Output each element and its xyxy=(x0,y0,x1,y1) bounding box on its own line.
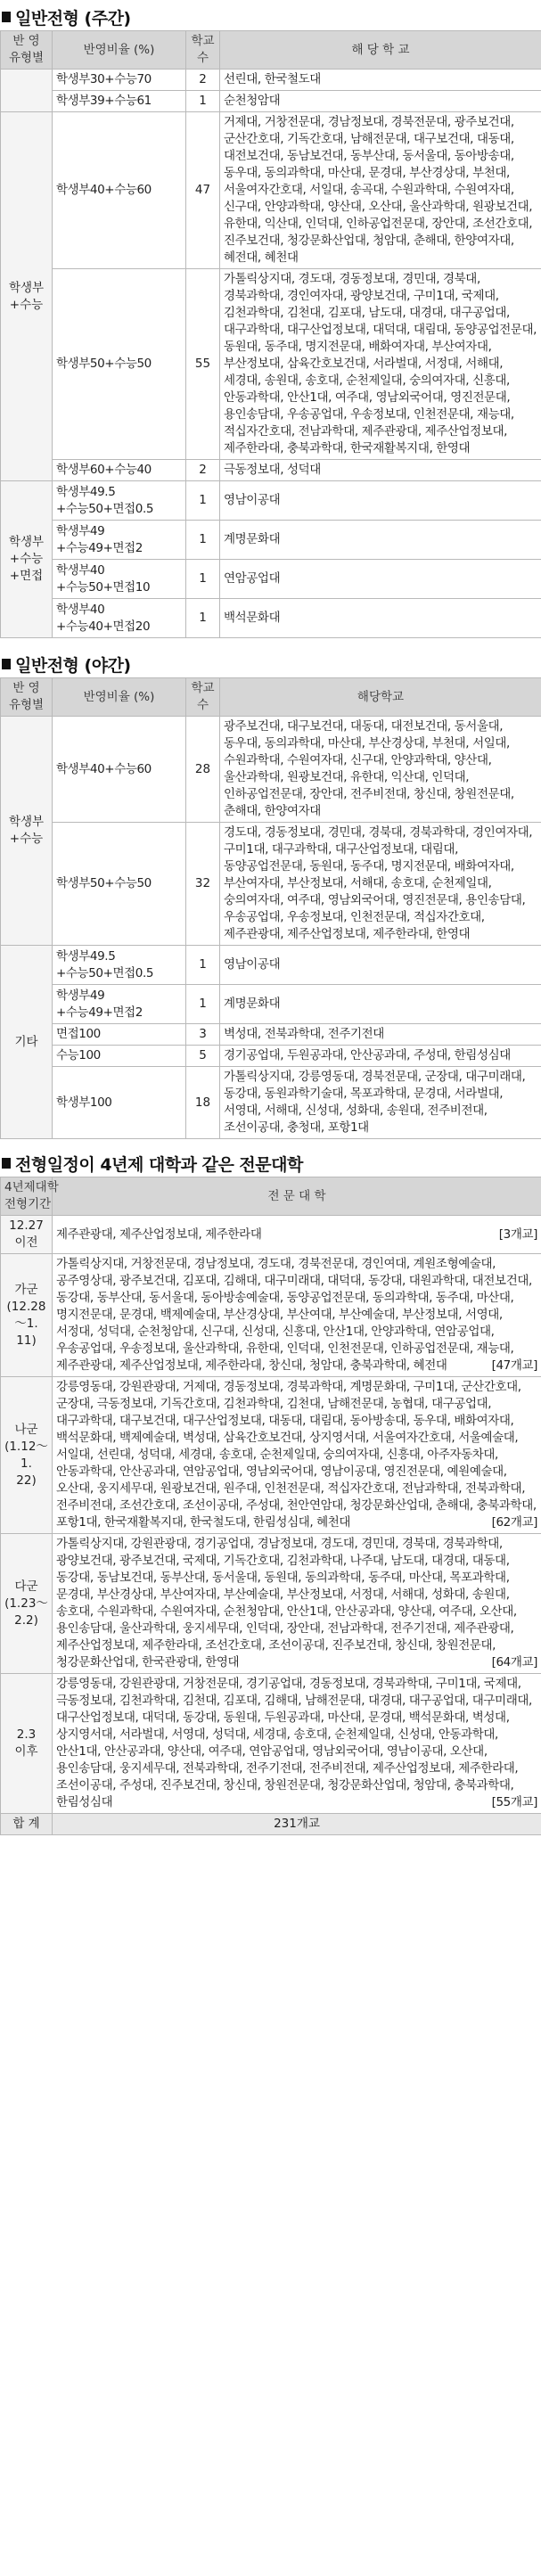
period-cell: 12.27 이전 xyxy=(1,1216,53,1254)
header-count: 학교 수 xyxy=(186,678,220,717)
total-value xyxy=(53,1814,541,1835)
header-ratio: 반영비율 (%) xyxy=(53,31,186,70)
count-cell: 5 xyxy=(186,1046,220,1067)
school-list: 가톨릭상지대, 강원관광대, 경기공업대, 경남정보대, 경도대, 경민대, 경북대, 경북과학대, 광양보건대, 광주보건대, 국제대, 기독간호대, 김천과학대, 나주대, 남도대, 대경대, 대동대, 동강대, 동남보건대, 동부산대, 동서울대, 동원대, 동의과학대, 동주대, 마산대, 목포과학대, 문경대, 부산경상대, 부산여자대, 부산예술대, 부산정보대, 서정대, 서해대, 성화대, 송원대, 송호대, 수원과학대, 수원여자대, 순천청암대, 안산1대, 안산공과대, 양산대, 여주대, 오산대, 용인송담대, 울산과학대, 웅지세무대, 인덕대, 장안대, 전남과학대, 전주기전대, 제주관광대, 제주산업정보대, 제주한라대, 조선간호대, 조선이공대, 진주보건대, 창신대, 창원전문대, 청강문화산업대, 한국관광대, 한영대 xyxy=(56,1537,517,1669)
square-bullet-icon xyxy=(2,659,11,669)
ratio-cell: 학생부50+수능50 xyxy=(53,823,186,946)
school-cell: 순천청암대 xyxy=(220,91,541,112)
count-cell: 1 xyxy=(186,985,220,1024)
schedule-section-title: 전형일정이 4년제 대학과 같은 전문대학 xyxy=(0,1150,541,1177)
school-cell: 백석문화대 xyxy=(220,599,541,638)
school-cell: 경도대, 경동정보대, 경민대, 경북대, 경북과학대, 경인여자대, 구미1대, 대구과학대, 대구산업정보대, 대림대, 동양공업전문대, 동원대, 동주대, 명지전문대, 배화여자대, 부산여자대, 부산정보대, 서해대, 송호대, 순천제일대, 숭의여자대, 여주대, 영남외국어대, 영진전문대, 용인송담대, 우송공업대, 우송정보대, 인천전문대, 적십자간호대, 제주관광대, 제주산업정보대, 제주한라대, 한영대 xyxy=(220,823,541,946)
school-count: [3개교] xyxy=(498,1226,537,1242)
ratio-cell: 학생부40 +수능40+면접20 xyxy=(53,599,186,638)
square-bullet-icon xyxy=(2,12,11,22)
period-cell: 다군 (1.23～2.2) xyxy=(1,1534,53,1674)
group-label xyxy=(1,70,53,112)
header-count: 학교 수 xyxy=(186,31,220,70)
header-college: 전 문 대 학 xyxy=(53,1177,541,1216)
school-cell xyxy=(53,1216,541,1254)
count-cell: 1 xyxy=(186,946,220,985)
school-list: 가톨릭상지대, 거창전문대, 경남정보대, 경도대, 경북전문대, 경인여대, 계원조형예술대, 공주영상대, 광주보건대, 김포대, 김해대, 대구미래대, 대덕대, 동강대, 대원과학대, 대전보건대, 동강대, 동부산대, 동서울대, 동아방송예술대, 동양공업전문대, 동의과학대, 동주대, 마산대, 명지전문대, 문경대, 백제예술대, 부산경상대, 부산여대, 부산예술대, 부산정보대, 서영대, 서정대, 성덕대, 순천청암대, 신구대, 신성대, 신흥대, 안산1대, 안양과학대, 연암공업대, 우송공업대, 우송정보대, 울산과학대, 유한대, 인덕대, 인천전문대, 인하공업전문대, 재능대, 제주관광대, 제주산업정보대, 제주한라대, 창신대, 청암대, 충북과학대, 혜전대 xyxy=(56,1257,532,1373)
count-cell: 1 xyxy=(186,599,220,638)
ratio-cell: 학생부39+수능61 xyxy=(53,91,186,112)
school-cell: 극동정보대, 성덕대 xyxy=(220,460,541,481)
period-cell: 나군 (1.12～1. 22) xyxy=(1,1377,53,1534)
school-cell xyxy=(53,1377,541,1534)
ratio-cell: 학생부60+수능40 xyxy=(53,460,186,481)
header-type: 반 영 유형별 xyxy=(1,31,53,70)
school-count: [47개교] xyxy=(491,1358,537,1373)
school-cell: 영남이공대 xyxy=(220,946,541,985)
school-cell: 계명문화대 xyxy=(220,521,541,560)
group-label: 학생부 +수능 +면접 xyxy=(1,481,53,638)
ratio-cell: 학생부40+수능60 xyxy=(53,717,186,823)
count-cell: 2 xyxy=(186,460,220,481)
ratio-cell: 학생부49.5 +수능50+면접0.5 xyxy=(53,946,186,985)
school-count: [55개교] xyxy=(491,1795,537,1809)
count-cell: 47 xyxy=(186,112,220,269)
period-cell: 가군 (12.28～1. 11) xyxy=(1,1254,53,1377)
header-period: 4년제대학 전형기간 xyxy=(1,1177,53,1216)
ratio-cell: 학생부49.5 +수능50+면접0.5 xyxy=(53,481,186,521)
total-label: 합 계 xyxy=(1,1814,53,1835)
school-cell: 가톨릭상지대, 경도대, 경동정보대, 경민대, 경북대, 경북과학대, 경인여자대, 광양보건대, 구미1대, 국제대, 김천과학대, 김천대, 김포대, 남도대, 대경대, 대구공업대, 대구과학대, 대구산업정보대, 대덕대, 대림대, 동양공업전문대, 동원대, 동주대, 명지전문대, 배화여자대, 부산여자대, 부산정보대, 삼육간호보건대, 서라벌대, 서정대, 서해대, 세경대, 송원대, 송호대, 순천제일대, 숭의여자대, 신흥대, 안동과학대, 안산1대, 여주대, 영남외국어대, 영진전문대, 용인송담대, 우송공업대, 우송정보대, 인천전문대, 재능대, 적십자간호대, 전남과학대, 제주관광대, 제주산업정보대, 제주한라대, 충북과학대, 한국재활복지대, 한영대 xyxy=(220,269,541,460)
school-list: 강릉영동대, 강원관광대, 거창전문대, 경기공업대, 경동정보대, 경북과학대, 구미1대, 국제대, 극동정보대, 김천과학대, 김천대, 김포대, 김해대, 남해전문대, 대경대, 대구공업대, 대구미래대, 대구산업정보대, 대덕대, 동강대, 동원대, 두원공과대, 마산대, 문경대, 백석문화대, 벽성대, 상지영서대, 서라벌대, 서영대, 성덕대, 세경대, 송호대, 순천제일대, 신성대, 안동과학대, 안산1대, 안산공과대, 양산대, 여주대, 연암공업대, 영남외국어대, 영남이공대, 오산대, 용인송담대, 웅지세무대, 전북과학대, 전주기전대, 전주비전대, 제주산업정보대, 제주한라대, 조선이공대, 주성대, 진주보건대, 창신대, 창원전문대, 청강문화산업대, 청암대, 충북과학대, 한림성심대 xyxy=(56,1677,532,1809)
ratio-cell: 학생부50+수능50 xyxy=(53,269,186,460)
period-cell: 2.3 이후 xyxy=(1,1674,53,1814)
school-list: 제주관광대, 제주산업정보대, 제주한라대 xyxy=(56,1226,262,1242)
ratio-cell: 수능100 xyxy=(53,1046,186,1067)
day-section-title: 일반전형 (주간) xyxy=(0,4,541,30)
school-cell: 벽성대, 전북과학대, 전주기전대 xyxy=(220,1024,541,1046)
night-section-title: 일반전형 (야간) xyxy=(0,651,541,677)
school-cell: 거제대, 거창전문대, 경남정보대, 경북전문대, 광주보건대, 군산간호대, 기독간호대, 남해전문대, 대구보건대, 대동대, 대전보건대, 동남보건대, 동부산대, 동서울대, 동아방송대, 동우대, 동의과학대, 마산대, 문경대, 부산경상대, 부천대, 서울여자간호대, 서일대, 송곡대, 수원과학대, 수원여자대, 신구대, 안양과학대, 양산대, 오산대, 울산과학대, 원광보건대, 유한대, 익산대, 인덕대, 인하공업전문대, 장안대, 조선간호대, 진주보건대, 청강문화산업대, 청암대, 춘해대, 한양여자대, 혜전대, 혜천대 xyxy=(220,112,541,269)
count-cell: 2 xyxy=(186,70,220,91)
header-school: 해 당 학 교 xyxy=(220,31,541,70)
header-ratio: 반영비율 (%) xyxy=(53,678,186,717)
group-label: 학생부 +수능 xyxy=(1,717,53,946)
school-cell: 연암공업대 xyxy=(220,560,541,599)
count-cell: 18 xyxy=(186,1067,220,1139)
school-list: 강릉영동대, 강원관광대, 거제대, 경동정보대, 경북과학대, 계명문화대, 구미1대, 군산간호대, 군장대, 극동정보대, 기독간호대, 김천과학대, 김천대, 남해전문대, 농협대, 대구공업대, 대구과학대, 대구보건대, 대구산업정보대, 대동대, 대림대, 동아방송대, 동우대, 배화여자대, 백석문화대, 백제예술대, 벽성대, 삼육간호보건대, 상지영서대, 서울여자간호대, 서울예술대, 서일대, 선린대, 성덕대, 세경대, 송호대, 순천제일대, 숭의여자대, 신흥대, 아주자동차대, 안동과학대, 안산공과대, 연암공업대, 영남외국어대, 영남이공대, 영진전문대, 예원예술대, 오산대, 웅지세무대, 원광보건대, 원주대, 인천전문대, 적십자간호대, 전남과학대, 전북과학대, 전주비전대, 조선간호대, 조선이공대, 주성대, 천안연암대, 청강문화산업대, 춘해대, 충북과학대, 포항1대, 한국재활복지대, 한국철도대, 한림성심대, 혜천대 xyxy=(56,1380,537,1530)
school-cell: 영남이공대 xyxy=(220,481,541,521)
count-cell: 1 xyxy=(186,481,220,521)
ratio-cell: 학생부40+수능60 xyxy=(53,112,186,269)
total-count: 231개교 xyxy=(274,1817,320,1831)
school-count: [64개교] xyxy=(491,1655,537,1669)
ratio-cell: 학생부49 +수능49+면접2 xyxy=(53,521,186,560)
group-label: 학생부 +수능 xyxy=(1,112,53,481)
school-cell: 광주보건대, 대구보건대, 대동대, 대전보건대, 동서울대, 동우대, 동의과학대, 마산대, 부산경상대, 부천대, 서일대, 수원과학대, 수원여자대, 신구대, 안양과학대, 양산대, 울산과학대, 원광보건대, 유한대, 익산대, 인덕대, 인하공업전문대, 장안대, 전주비전대, 창신대, 창원전문대, 춘해대, 한양여자대 xyxy=(220,717,541,823)
header-school: 해당학교 xyxy=(220,678,541,717)
school-cell xyxy=(53,1674,541,1814)
count-cell: 32 xyxy=(186,823,220,946)
school-cell: 계명문화대 xyxy=(220,985,541,1024)
ratio-cell: 학생부100 xyxy=(53,1067,186,1139)
day-table xyxy=(0,30,541,638)
ratio-cell: 학생부30+수능70 xyxy=(53,70,186,91)
night-table xyxy=(0,677,541,1139)
count-cell: 1 xyxy=(186,521,220,560)
ratio-cell: 학생부49 +수능49+면접2 xyxy=(53,985,186,1024)
ratio-cell: 면접100 xyxy=(53,1024,186,1046)
school-cell: 선린대, 한국철도대 xyxy=(220,70,541,91)
school-cell xyxy=(53,1254,541,1377)
schedule-table xyxy=(0,1177,541,1835)
count-cell: 1 xyxy=(186,91,220,112)
square-bullet-icon xyxy=(2,1158,11,1169)
count-cell: 55 xyxy=(186,269,220,460)
count-cell: 3 xyxy=(186,1024,220,1046)
school-cell: 가톨릭상지대, 강릉영동대, 경북전문대, 군장대, 대구미래대, 동강대, 동원과학기술대, 목포과학대, 문경대, 서라벌대, 서영대, 서해대, 신성대, 성화대, 송원대, 전주비전대, 조선이공대, 충청대, 포항1대 xyxy=(220,1067,541,1139)
count-cell: 1 xyxy=(186,560,220,599)
group-label: 기타 xyxy=(1,946,53,1139)
header-type: 반 영 유형별 xyxy=(1,678,53,717)
school-count: [62개교] xyxy=(491,1515,537,1530)
count-cell: 28 xyxy=(186,717,220,823)
school-cell xyxy=(53,1534,541,1674)
school-cell: 경기공업대, 두원공과대, 안산공과대, 주성대, 한림성심대 xyxy=(220,1046,541,1067)
ratio-cell: 학생부40 +수능50+면접10 xyxy=(53,560,186,599)
